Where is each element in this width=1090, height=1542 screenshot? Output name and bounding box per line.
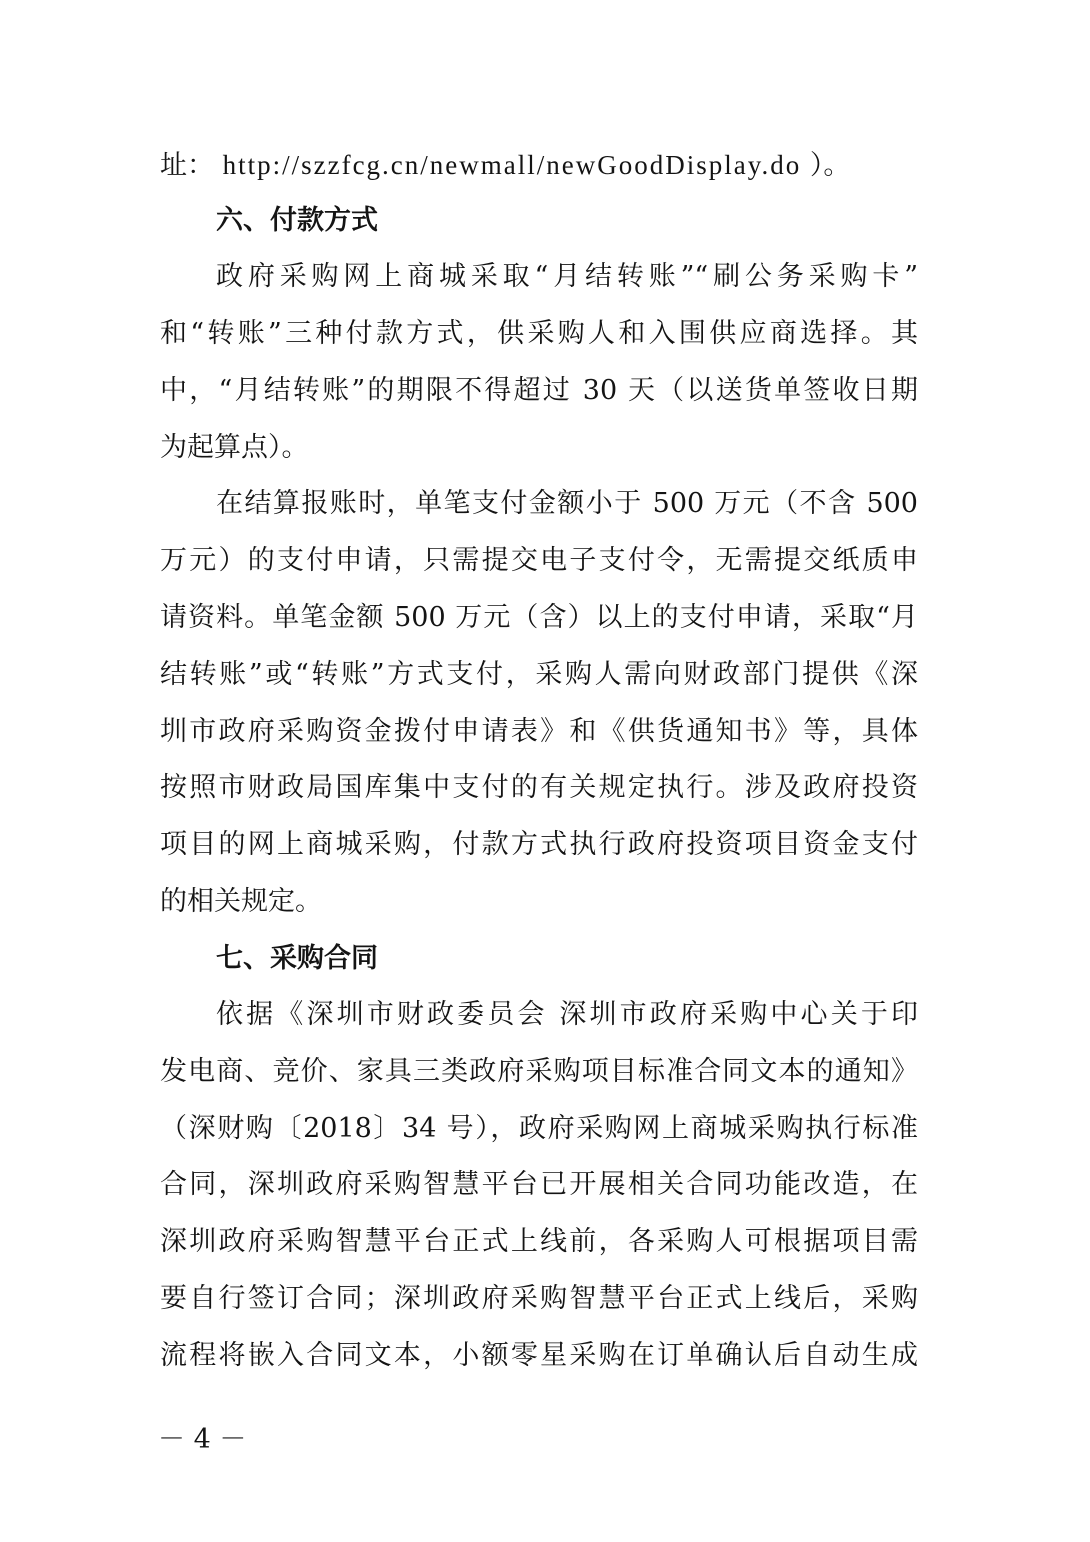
paragraph-line: 要自行签订合同；深圳政府采购智慧平台正式上线后，采购 (160, 1283, 918, 1314)
paragraph-line: （深财购〔2018〕34 号），政府采购网上商城采购执行标准 (160, 1113, 918, 1144)
paragraph-line: 圳市政府采购资金拨付申请表》和《供货通知书》等，具体 (160, 716, 918, 747)
paragraph-line: 万元）的支付申请，只需提交电子支付令，无需提交纸质申 (160, 545, 918, 576)
paragraph-line: 中，“月结转账”的期限不得超过 30 天（以送货单签收日期 (160, 375, 918, 406)
paragraph-line: 合同，深圳政府采购智慧平台已开展相关合同功能改造，在 (160, 1169, 918, 1200)
paragraph-line: 的相关规定。 (160, 886, 322, 917)
mall-url-link[interactable]: http://szzfcg.cn/newmall/newGoodDisplay.do (222, 150, 802, 180)
url-prefix: 址： (160, 150, 214, 181)
paragraph-line: 流程将嵌入合同文本，小额零星采购在订单确认后自动生成 (160, 1340, 918, 1371)
paragraph-line: 深圳政府采购智慧平台正式上线前，各采购人可根据项目需 (160, 1226, 918, 1257)
url-line (160, 147, 850, 184)
paragraph-line: 请资料。单笔金额 500 万元（含）以上的支付申请，采取“月 (160, 602, 918, 633)
paragraph-line: 项目的网上商城采购，付款方式执行政府投资项目资金支付 (160, 829, 918, 860)
paragraph-line: 和“转账”三种付款方式，供采购人和入围供应商选择。其 (160, 318, 918, 349)
paragraph-line: 在结算报账时，单笔支付金额小于 500 万元（不含 500 (216, 488, 918, 519)
paragraph-line: 政府采购网上商城采取“月结转账”“刷公务采购卡” (216, 261, 918, 292)
url-suffix: ）。 (809, 150, 851, 181)
paragraph-line: 按照市财政局国库集中支付的有关规定执行。涉及政府投资 (160, 772, 918, 803)
paragraph-line: 为起算点）。 (160, 432, 309, 463)
paragraph-line: 发电商、竞价、家具三类政府采购项目标准合同文本的通知》 (160, 1056, 918, 1087)
section-heading-contract: 七、采购合同 (216, 943, 378, 974)
paragraph-line: 依据《深圳市财政委员会 深圳市政府采购中心关于印 (216, 999, 918, 1030)
section-heading-payment: 六、付款方式 (216, 205, 378, 236)
paragraph-line: 结转账”或“转账”方式支付，采购人需向财政部门提供《深 (160, 659, 918, 690)
page-number: － 4 － (158, 1424, 247, 1455)
